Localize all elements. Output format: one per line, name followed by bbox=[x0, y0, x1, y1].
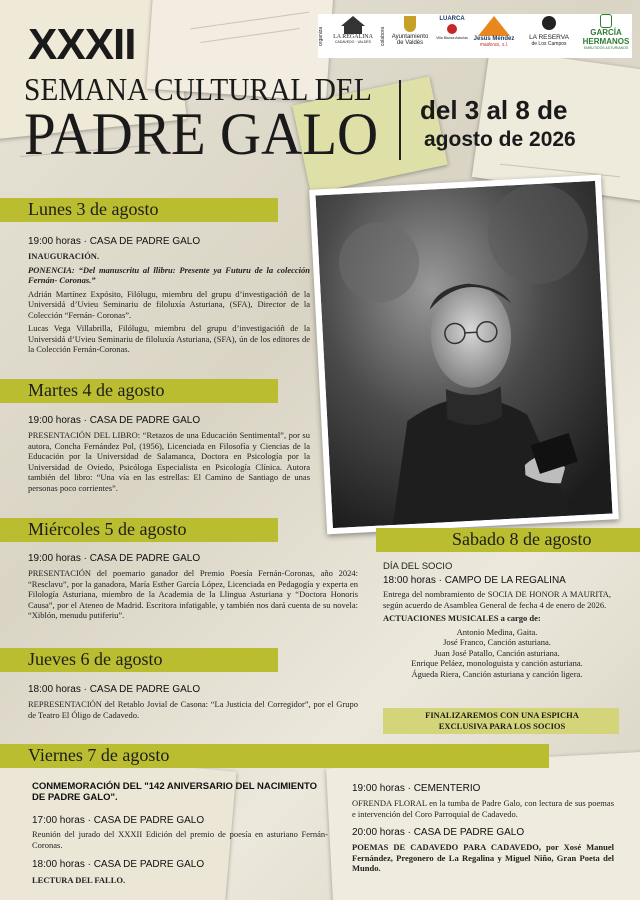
day-bar-thursday bbox=[0, 648, 278, 672]
day-title-tuesday: Martes 4 de agosto bbox=[28, 380, 165, 400]
la-reserva-logo bbox=[520, 16, 578, 47]
house-icon-body bbox=[344, 26, 362, 34]
portrait-image bbox=[315, 181, 612, 528]
coat-of-arms-icon bbox=[404, 16, 416, 32]
day-bar-monday bbox=[0, 198, 278, 222]
la-regalina-logo bbox=[328, 16, 378, 44]
day-title-friday: Viernes 7 de agosto bbox=[28, 745, 170, 765]
jesus-mendez-sub: maderas, s.l. bbox=[479, 42, 509, 48]
garcia-hermanos-sub: EMBUTIDOS ASTURIANOS bbox=[583, 46, 629, 50]
time-slot-friday-1: 17:00 horas · CASA DE PADRE GALO bbox=[32, 815, 205, 826]
monday-details bbox=[28, 251, 310, 358]
saturday-performers bbox=[383, 627, 611, 680]
performer-item: Enrique Peláez, monologuista y canción asturiana. bbox=[411, 658, 583, 668]
time-slot-thursday: 18:00 horas · CASA DE PADRE GALO bbox=[28, 684, 201, 695]
header-divider bbox=[399, 80, 401, 160]
wednesday-presentacion: PRESENTACIÓN del poemario ganador del Premio Poesía Fernán-Coronas, año 2024: “Resclavu”, por la ganadora, María Esther García López, Licenciada en Pedagogía y experta en Filología Asturiana, miembro de la Academia de la Llingua Asturiana y “Doctora Honoris Causa”, por el Ateneo de Madrid. Escritora infatigable, y también nos dará cuenta de su novela: “Xiblón, menudu putiferiu”. bbox=[28, 568, 358, 620]
monday-speaker-2: Lucas Vega Villabrilla, Filólugu, miembru del grupu d’investigacióñ de la Universidá d’Uvieu Seminariu de filoluxía Asturiana, (SFA), ún de los editores de la Colección Fernán-Coronas. bbox=[28, 323, 310, 354]
garcia-hermanos-logo bbox=[578, 14, 634, 50]
day-bar-saturday bbox=[376, 528, 640, 552]
manuscript-paper bbox=[326, 752, 640, 900]
time-slot-wednesday: 19:00 horas · CASA DE PADRE GALO bbox=[28, 553, 201, 564]
ayuntamiento-logo bbox=[388, 16, 432, 46]
time-slot-saturday: 18:00 horas · CAMPO DE LA REGALINA bbox=[383, 574, 566, 586]
saturday-dia-del-socio: DÍA DEL SOCIO bbox=[383, 561, 453, 572]
saturday-details bbox=[383, 562, 611, 679]
garcia-hermanos-line-1: GARCÍA bbox=[590, 28, 622, 37]
time-slot-monday: 19:00 horas · CASA DE PADRE GALO bbox=[28, 236, 201, 247]
garcia-hermanos-mark-icon bbox=[600, 14, 612, 28]
friday-ofrenda: OFRENDA FLORAL en la tumba de Padre Galo, con lectura de sus poemas e intervención del Coro Parroquial de Cadavedo. bbox=[352, 798, 614, 819]
day-title-thursday: Jueves 6 de agosto bbox=[28, 649, 163, 669]
colabora-label: colabora bbox=[380, 26, 386, 46]
performer-item: Águeda Riera, Canción asturiana y canción ligera. bbox=[411, 668, 583, 679]
luarca-mark-icon bbox=[447, 24, 457, 34]
friday-lectura: LECTURA DEL FALLO. bbox=[32, 875, 126, 885]
monday-ponencia: PONENCIA: “Del manuscritu al llibru: Presente ya Futuru de la colección Fernán- Coronas.” bbox=[28, 264, 310, 285]
garcia-hermanos-line-2: HERMANOS bbox=[582, 37, 630, 46]
day-title-monday: Lunes 3 de agosto bbox=[28, 199, 159, 219]
la-regalina-sub: CADAVEDO · VALDÉS bbox=[334, 40, 372, 44]
performer-item: Antonio Medina, Gaita. bbox=[456, 626, 538, 637]
saturday-entrega: Entrega del nombramiento de SOCIA DE HONOR A MAURITA, según acuerdo de Asamblea General de fecha 4 de enero de 2026. bbox=[383, 589, 611, 610]
luarca-logo bbox=[432, 16, 472, 40]
jesus-mendez-logo bbox=[472, 16, 516, 48]
wednesday-details bbox=[28, 568, 358, 624]
time-slot-friday-3: 19:00 horas · CEMENTERIO bbox=[352, 783, 481, 794]
friday-poemas: POEMAS DE CADAVEDO PARA CADAVEDO, por Xosé Manuel Fernández, Pregonero de La Regalina y Miguel Niño, Gran Poeta del Mundo. bbox=[352, 842, 614, 873]
monday-inauguracion: INAUGURACIÓN. bbox=[28, 251, 100, 261]
portrait-photo bbox=[309, 175, 619, 535]
la-regalina-name: LA REGALINA bbox=[333, 34, 373, 40]
day-bar-friday bbox=[0, 744, 549, 768]
house-icon bbox=[341, 16, 365, 26]
saturday-closing-text: FINALIZAREMOS CON UNA ESPICHA EXCLUSIVA PARA LOS SOCIOS bbox=[425, 710, 579, 731]
title-line-3: PADRE GALO bbox=[24, 101, 379, 167]
performer-item: José Franco, Canción asturiana. bbox=[443, 637, 551, 647]
time-slot-friday-4: 20:00 horas · CASA DE PADRE GALO bbox=[352, 827, 525, 838]
time-slot-tuesday: 19:00 horas · CASA DE PADRE GALO bbox=[28, 415, 201, 426]
ayuntamiento-line-2: de Valdés bbox=[396, 40, 424, 46]
la-reserva-name: LA RESERVA bbox=[529, 34, 569, 41]
la-reserva-sub: de Los Campos bbox=[531, 41, 567, 47]
luarca-name: LUARCA bbox=[439, 16, 465, 22]
dates-line-2: agosto de 2026 bbox=[424, 128, 576, 151]
luarca-sub: Villa Blanca Asturias bbox=[436, 36, 468, 40]
saturday-actuaciones: ACTUACIONES MUSICALES a cargo de: bbox=[383, 613, 541, 623]
ayuntamiento-line-1: Ayuntamiento bbox=[391, 34, 429, 40]
thursday-details bbox=[28, 699, 358, 723]
friday-jurado: Reunión del jurado del XXXII Edición del premio de poesía en asturiano Fernán-Coronas. bbox=[32, 829, 328, 850]
day-title-saturday: Sabado 8 de agosto bbox=[452, 529, 592, 549]
friday-heading: CONMEMORACIÓN DEL "142 ANIVERSARIO DEL NACIMIENTO DE PADRE GALO". bbox=[32, 781, 317, 803]
jesus-mendez-mark-icon bbox=[478, 16, 510, 36]
dates-line-1: del 3 al 8 de bbox=[420, 95, 568, 125]
day-bar-tuesday bbox=[0, 379, 278, 403]
tuesday-details bbox=[28, 430, 310, 496]
la-reserva-mark-icon bbox=[542, 16, 556, 30]
organiza-label: organiza bbox=[318, 26, 324, 46]
day-title-wednesday: Miércoles 5 de agosto bbox=[28, 519, 187, 539]
jesus-mendez-name: Jesús Méndez bbox=[473, 36, 515, 42]
performer-item: Juan José Patallo, Canción asturiana. bbox=[434, 647, 560, 658]
title-line-2: SEMANA CULTURAL DEL bbox=[24, 71, 372, 107]
day-bar-wednesday bbox=[0, 518, 278, 542]
tuesday-presentacion: PRESENTACIÓN DEL LIBRO: “Retazos de una Educación Sentimental”, por su autora, Concha Fernández Pol, (1956), Licenciada en Filosofía y Ciencias de la Educación por la Universidad de Salamanca, Doctora en Psicología por la Universidad de Oviedo, Psicóloga Especialista en Psicología Clínica. Autora también del libro: “Una vía en las estrellas: El Camino de Santiago de unas personas poco corrientes”. bbox=[28, 430, 310, 493]
edition-number: XXXII bbox=[28, 20, 136, 69]
thursday-representacion: REPRESENTACIÓN del Retablo Jovial de Casona: “La Justicia del Corregidor”, por el Grupo de Teatro El Óligo de Cadavedo. bbox=[28, 699, 358, 720]
monday-speaker-1: Adrián Martínez Expósito, Filólugu, miembru del grupu d’investigacióñ de la Universidá d’Uvieu Seminariu de filoluxía Asturiana, (SFA), Director de la Colección “Fernán- Coronas”. bbox=[28, 288, 310, 320]
time-slot-friday-2: 18:00 horas · CASA DE PADRE GALO bbox=[32, 859, 205, 870]
